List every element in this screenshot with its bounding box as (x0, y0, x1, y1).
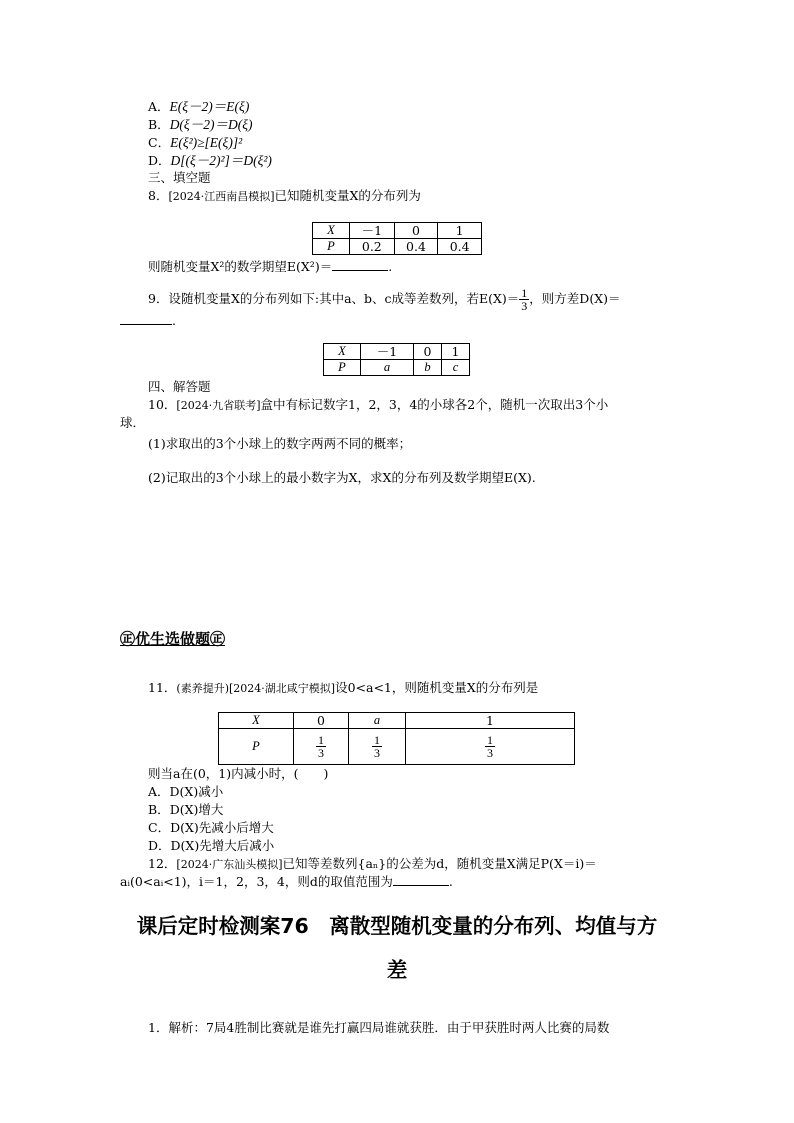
q7-option-d (148, 152, 272, 170)
table-cell: 0.4 (438, 239, 482, 255)
table-cell: 1 (442, 344, 470, 360)
question-9 (148, 287, 620, 312)
question-tag: (素养提升) (176, 682, 229, 695)
table-cell: c (442, 360, 470, 376)
q10-stem-continued: 球． (120, 415, 146, 430)
q11-distribution-table (218, 712, 575, 765)
option-text: D(X)增大 (169, 802, 224, 817)
table-cell: P (324, 360, 361, 376)
numerator: 1 (318, 733, 324, 747)
table-cell: P (219, 729, 294, 765)
q10-part-2: (2)记取出的3个小球上的最小数字为X，求X的分布列及数学期望E(X). (148, 470, 536, 485)
q9-answer-line (120, 313, 176, 330)
table-cell: 0.4 (394, 239, 438, 255)
option-label: B． (148, 117, 170, 132)
numerator: 1 (521, 286, 528, 300)
q7-option-b (148, 116, 252, 134)
table-cell: X (219, 713, 294, 729)
table-cell (406, 729, 575, 765)
option-text: D[(ξ－2)²]＝D(ξ²) (170, 153, 272, 168)
table-cell: 1 (438, 223, 482, 239)
answer-number: 1． (148, 1020, 169, 1035)
option-label: A． (148, 784, 170, 799)
question-stem: 已知随机变量X的分布列为 (274, 188, 421, 203)
table-row (219, 729, 575, 765)
table-row (219, 713, 575, 729)
period: . (388, 259, 393, 274)
answer-blank[interactable] (393, 874, 449, 886)
table-cell: 0 (294, 713, 349, 729)
answer-blank[interactable] (332, 259, 388, 271)
table-cell: －1 (361, 344, 414, 360)
option-label: D． (148, 838, 171, 853)
section-fill-blank-heading: 三、填空题 (148, 170, 211, 185)
table-row (313, 223, 482, 239)
answer-section-title: 课后定时检测案76 离散型随机变量的分布列、均值与方 (136, 914, 658, 938)
table-cell: a (349, 713, 406, 729)
period: . (172, 313, 176, 328)
q11-option-b (148, 802, 223, 819)
q11-ask: 则当a在(0，1)内减小时，( ) (148, 766, 329, 781)
q10-part-1: (1)求取出的3个小球上的数字两两不同的概率； (148, 436, 412, 451)
question-12 (148, 856, 597, 873)
table-cell: a (361, 360, 414, 376)
table-cell (294, 729, 349, 765)
question-source: [2024·九省联考] (176, 399, 261, 412)
question-8 (148, 188, 421, 205)
table-row (313, 239, 482, 255)
table-row (324, 344, 470, 360)
question-stem: 盒中有标记数字1，2，3，4的小球各2个，随机一次取出3个小 (260, 397, 609, 412)
question-number: 10． (148, 397, 177, 412)
q11-option-d (148, 838, 274, 855)
denominator: 3 (487, 746, 493, 760)
q7-option-c (148, 134, 242, 152)
option-text: D(X)先增大后减小 (170, 838, 275, 853)
question-number: 11． (148, 680, 177, 695)
option-label: C． (148, 820, 171, 835)
question-source: [2024·广东汕头模拟] (176, 858, 283, 871)
table-cell (349, 729, 406, 765)
optional-section-heading: ㊣优生选做题㊣ (120, 630, 226, 648)
fraction (485, 734, 495, 759)
q7-option-a (148, 98, 249, 116)
option-label: A． (148, 99, 170, 114)
question-stem: 设随机变量X的分布列如下:其中a、b、c成等差数列，若E(X)＝ (168, 291, 520, 306)
q11-option-c (148, 820, 274, 837)
option-label: B． (148, 802, 170, 817)
option-text: D(ξ－2)＝D(ξ) (169, 117, 253, 132)
answer-blank[interactable] (120, 313, 172, 325)
table-cell: b (414, 360, 442, 376)
table-row (324, 360, 470, 376)
question-10 (148, 397, 608, 414)
table-cell: P (313, 239, 350, 255)
question-stem: 设0<a<1，则随机变量X的分布列是 (335, 680, 539, 695)
section-answer-heading: 四、解答题 (148, 379, 211, 394)
question-text: 则随机变量X²的数学期望E(X²)＝ (148, 259, 333, 274)
numerator: 1 (374, 733, 380, 747)
table-cell: 0.2 (350, 239, 395, 255)
table-cell: 0 (414, 344, 442, 360)
option-label: C． (148, 135, 171, 150)
option-text: D(X)减小 (169, 784, 224, 799)
option-label: D． (148, 153, 171, 168)
answer-section-title-cont: 差 (386, 958, 408, 982)
denominator: 3 (374, 746, 380, 760)
question-number: 8． (148, 188, 169, 203)
table-cell: X (324, 344, 361, 360)
table-cell: 0 (394, 223, 438, 239)
q8-distribution-table (312, 222, 482, 255)
option-text: D(X)先减小后增大 (170, 820, 274, 835)
question-11 (148, 680, 538, 697)
period: . (448, 874, 453, 889)
q9-distribution-table (323, 343, 470, 376)
denominator: 3 (521, 299, 528, 313)
denominator: 3 (318, 746, 324, 760)
table-cell: 1 (406, 713, 575, 729)
question-source: [2024·湖北咸宁模拟] (229, 682, 336, 695)
table-cell: －1 (350, 223, 395, 239)
fraction (316, 734, 326, 759)
numerator: 1 (487, 733, 493, 747)
question-number: 9． (148, 291, 169, 306)
answer-text: 解析：7局4胜制比赛就是谁先打赢四局谁就获胜．由于甲获胜时两人比赛的局数 (168, 1020, 610, 1035)
question-source: [2024·江西南昌模拟] (168, 190, 275, 203)
answer-1 (148, 1020, 609, 1037)
fraction (372, 734, 382, 759)
question-stem: aᵢ(0<aᵢ<1)，i＝1，2，3，4，则d的取值范围为 (120, 874, 393, 889)
q12-stem-continued (120, 874, 453, 891)
question-number: 12． (148, 856, 177, 871)
q11-option-a (148, 784, 223, 801)
q8-ask (148, 259, 392, 276)
option-text: E(ξ²)≥[E(ξ)]² (170, 135, 243, 150)
question-stem: ，则方差D(X)＝ (529, 291, 621, 306)
question-stem: 已知等差数列{aₙ}的公差为d，随机变量X满足P(X＝i)＝ (282, 856, 597, 871)
fraction (519, 287, 529, 312)
table-cell: X (313, 223, 350, 239)
option-text: E(ξ－2)＝E(ξ) (169, 99, 250, 114)
